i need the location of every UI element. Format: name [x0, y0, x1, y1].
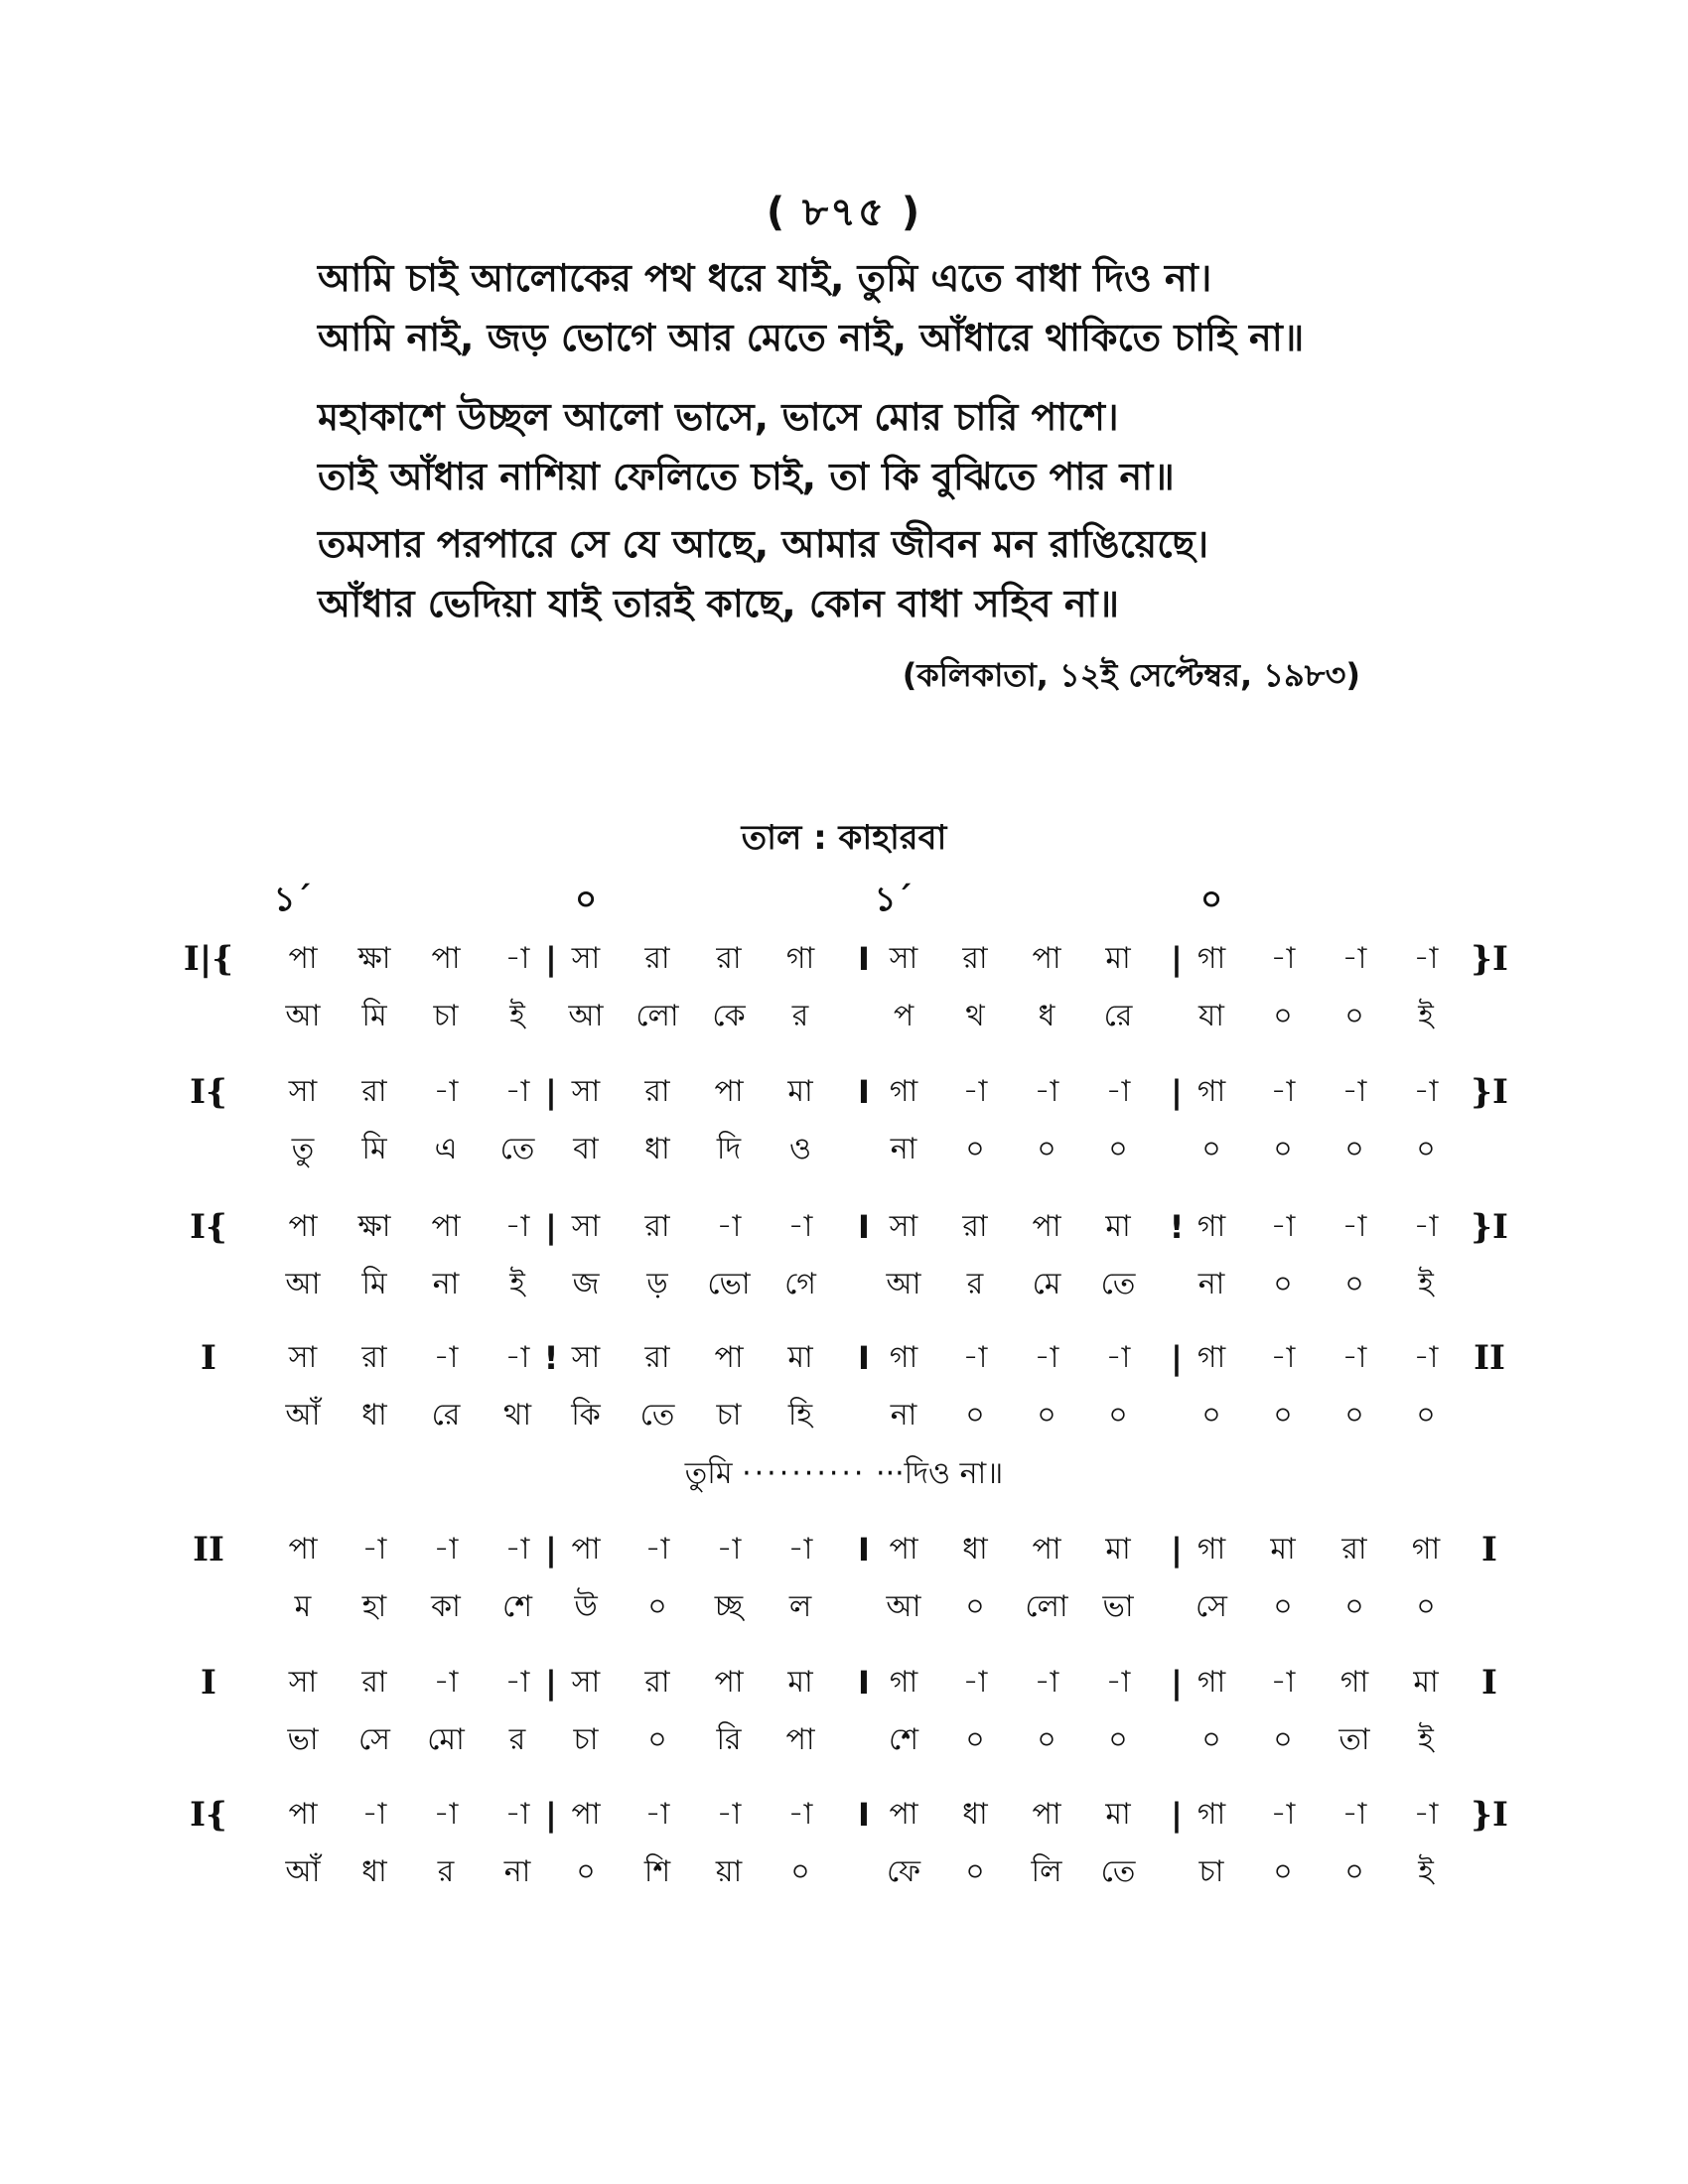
swara-note: পা — [431, 1209, 461, 1244]
lyric-syllable: ০ — [1344, 1398, 1364, 1433]
swara-note: পা — [431, 941, 461, 976]
lyric-line: আমি চাই আলোকের পথ ধরে যাই, তুমি এতে বাধা দিও না। — [318, 256, 1212, 300]
lyric-syllable: যা — [1198, 999, 1224, 1033]
lyric-syllable: ধ — [1038, 999, 1055, 1033]
swara-note: রা — [644, 941, 670, 976]
swara-note: -া — [787, 1532, 813, 1567]
swara-note: -া — [1105, 1074, 1131, 1109]
lyric-syllable: হি — [787, 1398, 813, 1433]
beat-separator: I — [858, 940, 870, 978]
swara-note: -া — [433, 1074, 459, 1109]
swara-note: -া — [433, 1340, 459, 1375]
swara-note: রা — [1341, 1532, 1367, 1567]
beat-separator: | — [545, 1531, 557, 1569]
lyric-syllable: ধা — [644, 1132, 670, 1166]
lyric-syllable: ০ — [647, 1722, 667, 1757]
lyric-syllable: ০ — [1108, 1132, 1128, 1166]
swara-note: গা — [889, 1665, 918, 1700]
swara-note: ক্ষা — [357, 1209, 391, 1244]
row-start-mark: I{ — [190, 1207, 227, 1247]
lyric-syllable: তা — [1338, 1722, 1370, 1757]
lyric-syllable: ০ — [1037, 1722, 1056, 1757]
swara-note: সা — [288, 1665, 318, 1700]
lyric-syllable: রে — [1103, 999, 1133, 1033]
swara-note: -া — [1270, 1209, 1296, 1244]
lyric-syllable: লি — [1031, 1854, 1062, 1889]
swara-note: পা — [1032, 1209, 1061, 1244]
lyric-syllable: শি — [643, 1854, 671, 1889]
beat-separator: I — [858, 1664, 870, 1702]
row-end-mark: }I — [1471, 1795, 1508, 1835]
lyric-syllable: ধা — [361, 1398, 387, 1433]
swara-note: -া — [1034, 1665, 1059, 1700]
swara-note: -া — [504, 1665, 530, 1700]
swara-note: -া — [504, 1340, 530, 1375]
lyric-syllable: দি — [716, 1132, 742, 1166]
swara-note: -া — [716, 1797, 742, 1832]
row-start-mark: I|{ — [183, 939, 234, 979]
lyric-syllable: চ্ছ — [714, 1589, 744, 1624]
lyric-syllable: তে — [1100, 1267, 1136, 1301]
lyric-syllable: ০ — [965, 1722, 985, 1757]
row-end-mark: II — [1474, 1338, 1505, 1378]
beat-separator: I — [858, 1339, 870, 1377]
swara-note: -া — [787, 1797, 813, 1832]
swara-note: সা — [889, 1209, 918, 1244]
lyric-syllable: ও — [788, 1132, 812, 1166]
beat-marker: ০ — [574, 880, 598, 919]
lyric-syllable: সে — [358, 1722, 390, 1757]
swara-note: পা — [714, 1340, 744, 1375]
lyric-syllable: আ — [886, 1589, 921, 1624]
lyric-syllable: ই — [1418, 999, 1434, 1033]
page-number: ( ৮৭৫ ) — [766, 190, 922, 235]
swara-note: -া — [1341, 1797, 1367, 1832]
lyric-syllable: লো — [635, 999, 679, 1033]
lyric-syllable: চা — [1198, 1854, 1224, 1889]
lyric-syllable: ০ — [1416, 1589, 1436, 1624]
lyric-syllable: ০ — [965, 1132, 985, 1166]
swara-note: সা — [571, 1209, 601, 1244]
swara-note: পা — [1032, 941, 1061, 976]
swara-note: -া — [361, 1532, 387, 1567]
swara-note: পা — [1032, 1532, 1061, 1567]
swara-note: পা — [288, 941, 318, 976]
lyric-syllable: রি — [716, 1722, 742, 1757]
beat-marker: ১´ — [874, 880, 914, 919]
swara-note: গা — [1196, 1074, 1226, 1109]
swara-note: -া — [716, 1532, 742, 1567]
beat-separator: | — [1171, 1339, 1183, 1377]
lyric-syllable: রে — [431, 1398, 461, 1433]
row-start-mark: I — [201, 1338, 216, 1378]
lyric-syllable: তে — [499, 1132, 535, 1166]
swara-note: -া — [1413, 1797, 1439, 1832]
swara-note: -া — [1413, 1074, 1439, 1109]
swara-note: -া — [1341, 941, 1367, 976]
lyric-syllable: আ — [886, 1267, 921, 1301]
lyric-syllable: ০ — [1344, 1589, 1364, 1624]
row-start-mark: I — [201, 1663, 216, 1703]
lyric-syllable: চা — [573, 1722, 599, 1757]
swara-note: -া — [716, 1209, 742, 1244]
beat-separator: | — [545, 1073, 557, 1111]
lyric-syllable: না — [503, 1854, 531, 1889]
swara-note: রা — [644, 1209, 670, 1244]
lyric-syllable: না — [1197, 1267, 1225, 1301]
swara-note: গা — [1339, 1665, 1369, 1700]
swara-note: -া — [1341, 1209, 1367, 1244]
lyric-syllable: ০ — [1201, 1398, 1221, 1433]
lyric-syllable: না — [890, 1132, 917, 1166]
swara-note: -া — [504, 941, 530, 976]
date-footnote: (কলিকাতা, ১২ই সেপ্টেম্বর, ১৯৮৩) — [902, 656, 1360, 694]
lyric-line: মহাকাশে উচ্ছল আলো ভাসে, ভাসে মোর চারি পাশে। — [318, 395, 1119, 439]
swara-note: পা — [714, 1074, 744, 1109]
row-end-mark: }I — [1471, 939, 1508, 979]
swara-note: পা — [1032, 1797, 1061, 1832]
lyric-syllable: ০ — [965, 1589, 985, 1624]
swara-note: মা — [1413, 1665, 1439, 1700]
swara-note: রা — [361, 1074, 387, 1109]
lyric-syllable: আ — [568, 999, 604, 1033]
beat-separator: I — [858, 1208, 870, 1246]
swara-note: -া — [433, 1665, 459, 1700]
swara-note: -া — [504, 1209, 530, 1244]
row-end-mark: }I — [1471, 1207, 1508, 1247]
lyric-syllable: আঁ — [285, 1398, 321, 1433]
lyric-syllable: না — [890, 1398, 917, 1433]
swara-note: পা — [288, 1532, 318, 1567]
lyric-syllable: ভো — [707, 1267, 751, 1301]
swara-note: -া — [644, 1532, 670, 1567]
swara-note: -া — [1270, 1340, 1296, 1375]
lyric-syllable: বা — [573, 1132, 599, 1166]
lyric-syllable: আঁ — [285, 1854, 321, 1889]
lyric-syllable: ভা — [287, 1722, 319, 1757]
swara-note: -া — [1105, 1665, 1131, 1700]
swara-note: মা — [787, 1074, 813, 1109]
beat-marker: ০ — [1199, 880, 1223, 919]
lyric-syllable: ই — [1418, 1267, 1434, 1301]
beat-separator: | — [1171, 1796, 1183, 1834]
lyric-syllable: ০ — [1344, 1132, 1364, 1166]
beat-separator: | — [1171, 940, 1183, 978]
swara-note: মা — [1105, 1797, 1131, 1832]
lyric-syllable: চা — [433, 999, 459, 1033]
interlude-end: ···দিও না॥ — [876, 1456, 1004, 1491]
swara-note: -া — [1413, 1209, 1439, 1244]
lyric-syllable: ই — [509, 1267, 525, 1301]
lyric-syllable: তু — [291, 1132, 315, 1166]
swara-note: পা — [571, 1797, 601, 1832]
lyric-syllable: এ — [434, 1132, 458, 1166]
swara-note: পা — [889, 1532, 918, 1567]
lyric-syllable: ০ — [1037, 1132, 1056, 1166]
lyric-line: তমসার পরপারে সে যে আছে, আমার জীবন মন রাঙিয়েছে। — [318, 522, 1209, 566]
beat-separator: | — [1171, 1531, 1183, 1569]
lyric-syllable: তে — [1100, 1854, 1136, 1889]
swara-note: গা — [1196, 1797, 1226, 1832]
lyric-syllable: ০ — [1108, 1722, 1128, 1757]
lyric-syllable: থা — [502, 1398, 532, 1433]
lyric-syllable: শে — [502, 1589, 532, 1624]
lyric-syllable: ০ — [1201, 1132, 1221, 1166]
swara-note: -া — [962, 1665, 988, 1700]
lyric-syllable: ০ — [1273, 1589, 1293, 1624]
lyric-syllable: ০ — [965, 1854, 985, 1889]
lyric-syllable: আ — [285, 999, 321, 1033]
swara-note: -া — [361, 1797, 387, 1832]
swara-note: ধা — [962, 1532, 988, 1567]
lyric-syllable: য়া — [715, 1854, 743, 1889]
swara-note: রা — [644, 1074, 670, 1109]
lyric-syllable: মি — [361, 1132, 387, 1166]
lyric-line: আমি নাই, জড় ভোগে আর মেতে নাই, আঁধারে থাকিতে চাহি না॥ — [318, 316, 1305, 359]
swara-note: -া — [433, 1532, 459, 1567]
interlude-line — [0, 1449, 1688, 1500]
swara-note: -া — [1034, 1340, 1059, 1375]
tala-title: তাল : কাহারবা — [741, 818, 947, 858]
swara-note: -া — [1270, 941, 1296, 976]
lyric-syllable: র — [966, 1267, 984, 1301]
row-start-mark: I{ — [190, 1795, 227, 1835]
beat-separator: I — [858, 1796, 870, 1834]
lyric-syllable: ০ — [1273, 1722, 1293, 1757]
lyric-syllable: কা — [431, 1589, 461, 1624]
lyric-syllable: মি — [361, 1267, 387, 1301]
swara-note: মা — [1270, 1532, 1296, 1567]
swara-note: সা — [571, 1340, 601, 1375]
lyric-syllable: জ — [572, 1267, 600, 1301]
interlude-start: তুমি — [684, 1456, 733, 1491]
lyric-syllable: ০ — [790, 1854, 810, 1889]
row-end-mark: }I — [1471, 1072, 1508, 1112]
swara-note: ক্ষা — [357, 941, 391, 976]
beat-separator: ! — [543, 1339, 559, 1377]
lyric-syllable: সে — [1196, 1589, 1227, 1624]
swara-note: রা — [361, 1665, 387, 1700]
beat-separator: | — [1171, 1664, 1183, 1702]
lyric-syllable: ০ — [1344, 999, 1364, 1033]
swara-note: সা — [889, 941, 918, 976]
swara-note: রা — [962, 941, 988, 976]
swara-note: সা — [288, 1340, 318, 1375]
lyric-syllable: ০ — [965, 1398, 985, 1433]
swara-note: -া — [504, 1074, 530, 1109]
interlude-dots: ·········· — [742, 1456, 867, 1491]
swara-note: গা — [1196, 1340, 1226, 1375]
swara-note: -া — [1341, 1074, 1367, 1109]
lyric-syllable: ০ — [1273, 1132, 1293, 1166]
swara-note: গা — [785, 941, 815, 976]
swara-note: রা — [361, 1340, 387, 1375]
swara-note: -া — [1034, 1074, 1059, 1109]
swara-note: গা — [889, 1074, 918, 1109]
lyric-syllable: তে — [639, 1398, 675, 1433]
swara-note: পা — [288, 1209, 318, 1244]
lyric-syllable: পা — [785, 1722, 815, 1757]
lyric-syllable: ফে — [886, 1854, 921, 1889]
swara-note: গা — [1411, 1532, 1441, 1567]
lyric-syllable: র — [437, 1854, 455, 1889]
lyric-syllable: ০ — [1273, 1854, 1293, 1889]
lyric-syllable: ০ — [1344, 1854, 1364, 1889]
swara-note: -া — [1413, 1340, 1439, 1375]
swara-note: গা — [1196, 1209, 1226, 1244]
lyric-syllable: ল — [788, 1589, 812, 1624]
row-start-mark: II — [193, 1530, 224, 1570]
beat-separator: I — [858, 1531, 870, 1569]
swara-note: -া — [1105, 1340, 1131, 1375]
beat-separator: | — [545, 1664, 557, 1702]
lyric-syllable: মি — [361, 999, 387, 1033]
lyric-syllable: প — [893, 999, 914, 1033]
row-end-mark: I — [1481, 1530, 1497, 1570]
lyric-syllable: মো — [427, 1722, 465, 1757]
beat-separator: | — [545, 1796, 557, 1834]
lyric-syllable: ০ — [1037, 1398, 1056, 1433]
lyric-syllable: লো — [1025, 1589, 1068, 1624]
swara-note: সা — [571, 941, 601, 976]
beat-separator: ! — [1169, 1208, 1185, 1246]
lyric-syllable: গে — [784, 1267, 816, 1301]
lyric-syllable: ধা — [361, 1854, 387, 1889]
swara-note: পা — [571, 1532, 601, 1567]
row-start-mark: I{ — [190, 1072, 227, 1112]
lyric-syllable: ০ — [1108, 1398, 1128, 1433]
swara-note: -া — [1270, 1074, 1296, 1109]
lyric-syllable: কে — [712, 999, 746, 1033]
swara-note: রা — [644, 1340, 670, 1375]
lyric-syllable: ই — [1418, 1854, 1434, 1889]
row-end-mark: I — [1481, 1663, 1497, 1703]
beat-marker: ১´ — [273, 880, 313, 919]
lyric-line: তাই আঁধার নাশিয়া ফেলিতে চাই, তা কি বুঝিতে পার না॥ — [318, 455, 1175, 498]
swara-note: গা — [889, 1340, 918, 1375]
swara-note: পা — [714, 1665, 744, 1700]
swara-note: -া — [1341, 1340, 1367, 1375]
lyric-syllable: থ — [965, 999, 985, 1033]
lyric-syllable: র — [508, 1722, 526, 1757]
swara-note: সা — [288, 1074, 318, 1109]
lyric-syllable: ০ — [1416, 1398, 1436, 1433]
beat-separator: I — [858, 1073, 870, 1111]
swara-note: মা — [1105, 1532, 1131, 1567]
lyric-syllable: ০ — [1273, 1398, 1293, 1433]
swara-note: গা — [1196, 1665, 1226, 1700]
lyric-syllable: ০ — [1273, 999, 1293, 1033]
lyric-syllable: আ — [285, 1267, 321, 1301]
swara-note: -া — [787, 1209, 813, 1244]
lyric-syllable: চা — [716, 1398, 742, 1433]
lyric-syllable: ০ — [647, 1589, 667, 1624]
swara-note: -া — [962, 1074, 988, 1109]
lyric-syllable: মে — [1032, 1267, 1061, 1301]
swara-note: -া — [504, 1797, 530, 1832]
lyric-syllable: ০ — [1344, 1267, 1364, 1301]
swara-note: পা — [288, 1797, 318, 1832]
lyric-syllable: ম — [294, 1589, 312, 1624]
beat-separator: | — [545, 940, 557, 978]
swara-note: -া — [644, 1797, 670, 1832]
swara-note: মা — [787, 1665, 813, 1700]
lyric-syllable: ভা — [1102, 1589, 1134, 1624]
lyric-syllable: ০ — [576, 1854, 596, 1889]
lyric-syllable: শে — [889, 1722, 918, 1757]
swara-note: রা — [716, 941, 742, 976]
beat-separator: | — [1171, 1073, 1183, 1111]
swara-note: -া — [1413, 941, 1439, 976]
swara-note: -া — [504, 1532, 530, 1567]
swara-note: মা — [1105, 941, 1131, 976]
lyric-line: আঁধার ভেদিয়া যাই তারই কাছে, কোন বাধা সহিব না॥ — [318, 582, 1120, 625]
swara-note: -া — [433, 1797, 459, 1832]
swara-note: মা — [1105, 1209, 1131, 1244]
lyric-syllable: ই — [509, 999, 525, 1033]
lyric-syllable: হা — [361, 1589, 387, 1624]
lyric-syllable: কি — [571, 1398, 601, 1433]
lyric-syllable: ০ — [1201, 1722, 1221, 1757]
swara-note: সা — [571, 1665, 601, 1700]
swara-note: -া — [1270, 1797, 1296, 1832]
swara-note: -া — [1270, 1665, 1296, 1700]
lyric-syllable: ০ — [1416, 1132, 1436, 1166]
lyric-syllable: ই — [1418, 1722, 1434, 1757]
swara-note: রা — [962, 1209, 988, 1244]
swara-note: সা — [571, 1074, 601, 1109]
lyric-syllable: ড় — [646, 1267, 668, 1301]
beat-separator: | — [545, 1208, 557, 1246]
swara-note: গা — [1196, 941, 1226, 976]
swara-note: ধা — [962, 1797, 988, 1832]
lyric-syllable: র — [791, 999, 809, 1033]
lyric-syllable: উ — [574, 1589, 598, 1624]
lyric-syllable: না — [432, 1267, 460, 1301]
swara-note: পা — [889, 1797, 918, 1832]
lyric-syllable: ০ — [1273, 1267, 1293, 1301]
swara-note: রা — [644, 1665, 670, 1700]
swara-note: -া — [962, 1340, 988, 1375]
swara-note: মা — [787, 1340, 813, 1375]
swara-note: গা — [1196, 1532, 1226, 1567]
